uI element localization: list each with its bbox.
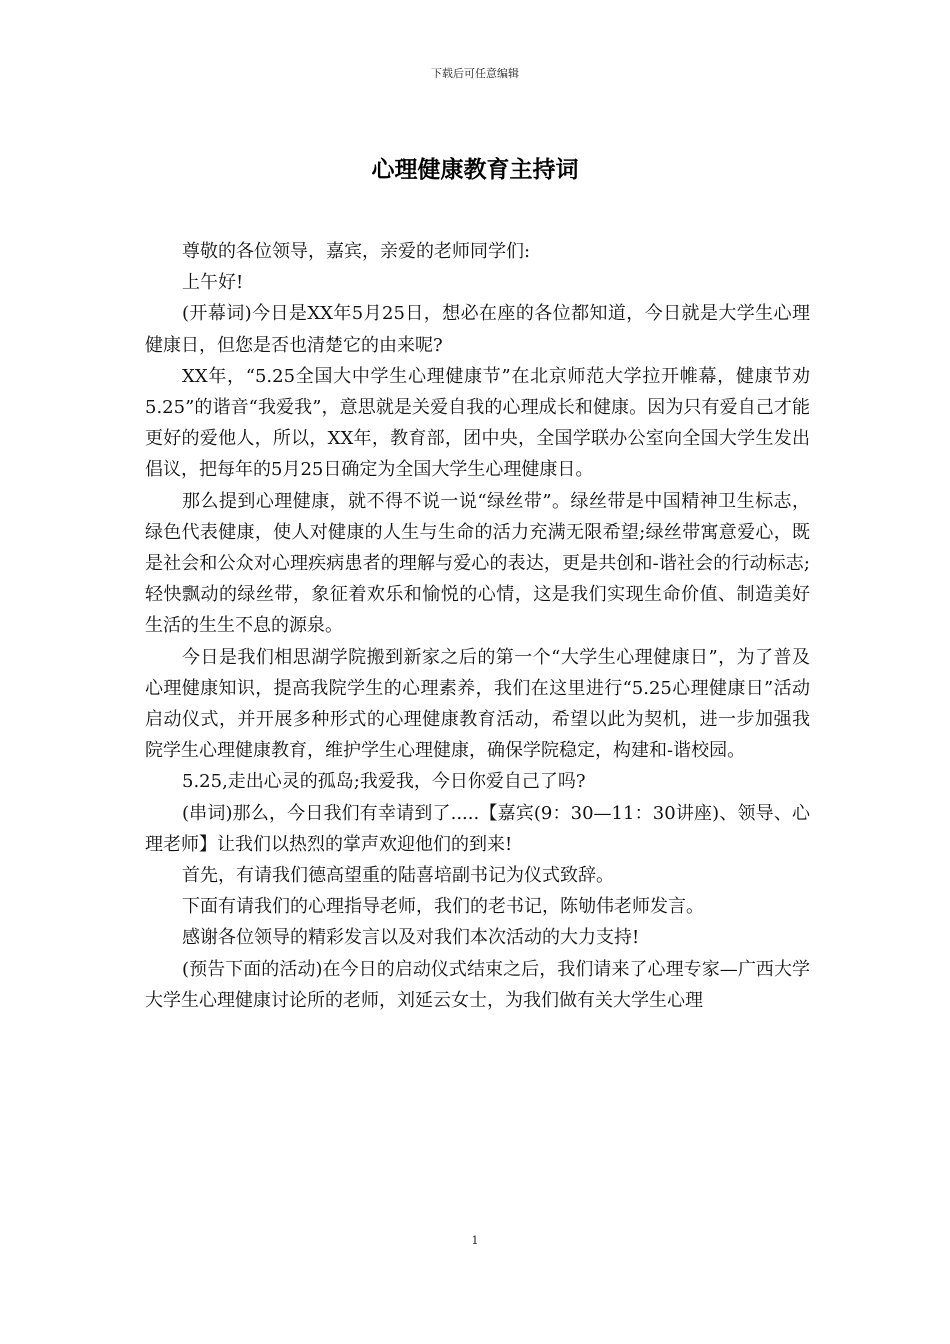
paragraph-greeting: 尊敬的各位领导，嘉宾，亲爱的老师同学们: — [182, 241, 531, 262]
paragraph-thanks: 感谢各位领导的精彩发言以及对我们本次活动的大力支持! — [182, 927, 640, 949]
paragraph-opening: (开幕词)今日是XX年5月25日，想必在座的各位都知道，今日就是大学生心理健康日，但您是否也清楚它的由来呢? — [145, 303, 810, 356]
paragraph-first-speech: 首先，有请我们德高望重的陆喜培副书记为仪式致辞。 — [182, 865, 614, 887]
paragraph-preview: (预告下面的活动)在今日的启动仪式结束之后，我们请来了心理专家—广西大学大学生心理健康讨论所的老师，刘延云女士，为我们做有关大学生心理 — [145, 958, 810, 1011]
paragraph-second-speech: 下面有请我们的心理指导老师，我们的老书记，陈劬伟老师发言。 — [182, 896, 704, 918]
paragraph-green-ribbon: 那么提到心理健康，就不得不说一说“绿丝带”。绿丝带是中国精神卫生标志，绿色代表健康，使人对健康的人生与生命的活力充满无限希望;绿丝带寓意爱心，既是社会和公众对心理疾病患者的理解与爱心的表达，更是共创和-谐社会的行动标志;轻快飘动的绿丝带，象征着欢乐和愉悦的心情，这是我们实现生命价值、制造美好生活的生生不息的源泉。 — [145, 490, 810, 637]
paragraph-guests: (串词)那么，今日我们有幸请到了.....【嘉宾(9：30—11：30讲座)、领导、心理老师】让我们以热烈的掌声欢迎他们的到来! — [145, 802, 810, 855]
page-header-note: 下载后可任意编辑 — [431, 67, 519, 80]
document-title: 心理健康教育主持词 — [371, 156, 579, 183]
paragraph-event-purpose: 今日是我们相思湖学院搬到新家之后的第一个“大学生心理健康日”，为了普及心理健康知识，提高我院学生的心理素养，我们在这里进行“5.25心理健康日”活动启动仪式，并开展多种形式的心理健康教育活动，希望以此为契机，进一步加强我院学生心理健康教育，维护学生心理健康，确保学院稳定，构建和-谐校园。 — [145, 646, 810, 762]
paragraph-good-morning: 上午好! — [182, 272, 244, 294]
page-number: 1 — [471, 1234, 479, 1247]
document-body — [145, 236, 810, 1016]
paragraph-origin: XX年，“5.25全国大中学生心理健康节”在北京师范大学拉开帷幕，健康节劝5.25”的谐音“我爱我”，意思就是关爱自我的心理成长和健康。因为只有爱自己才能更好的爱他人，所以，XX年，教育部，团中央，全国学联办公室向全国大学生发出倡议，把每年的5月25日确定为全国大学生心理健康日。 — [145, 365, 810, 481]
paragraph-slogan: 5.25,走出心灵的孤岛;我爱我，今日你爱自己了吗? — [182, 771, 586, 793]
